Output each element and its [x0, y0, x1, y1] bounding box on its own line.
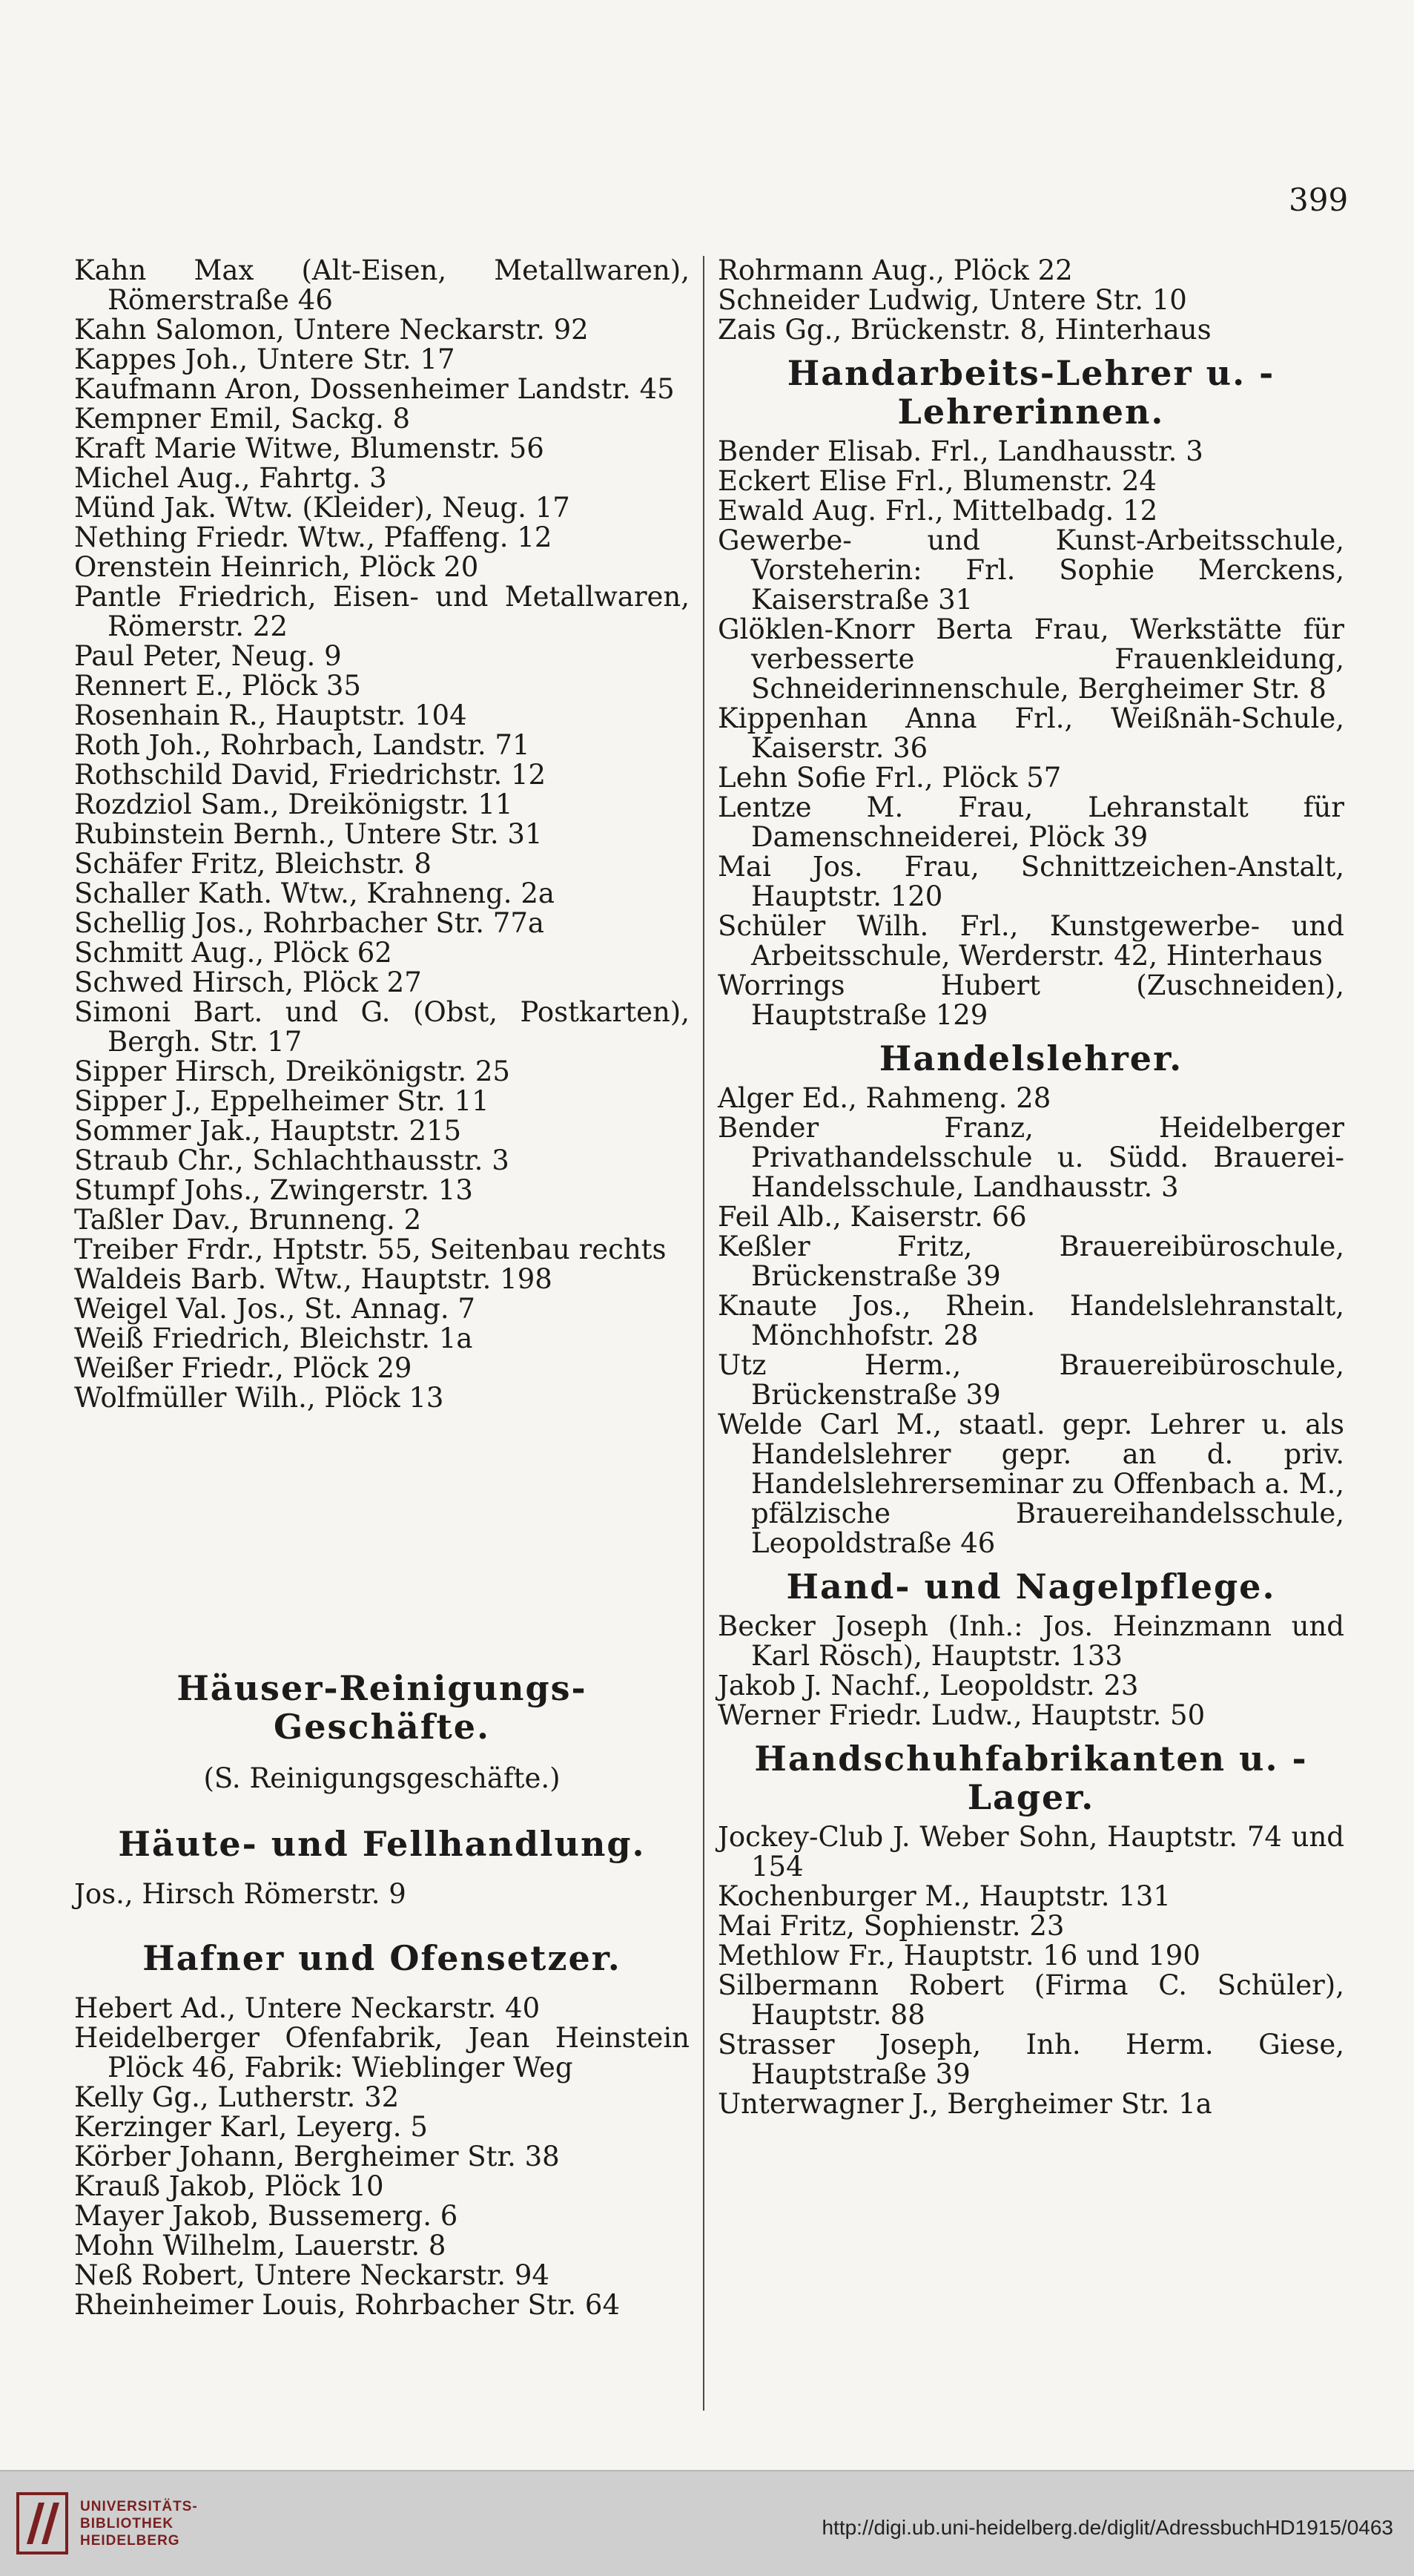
logo-line: UNIVERSITÄTS-	[80, 2499, 198, 2514]
directory-entry: Treiber Frdr., Hptstr. 55, Seitenbau rechts	[74, 1233, 667, 1265]
directory-entry: Kempner Emil, Sackg. 8	[74, 403, 411, 435]
directory-entry: Weiß Friedrich, Bleichstr. 1a	[74, 1322, 473, 1354]
directory-entry: Stumpf Johs., Zwingerstr. 13	[74, 1174, 473, 1206]
directory-entry: Werner Friedr. Ludw., Hauptstr. 50	[718, 1699, 1206, 1731]
directory-entry: Pantle Friedrich, Eisen- und Metallwaren, Römerstr. 22	[74, 581, 690, 642]
directory-entry: Schmitt Aug., Plöck 62	[74, 937, 392, 969]
left-entry-list	[74, 256, 690, 1413]
directory-entry: Schüler Wilh. Frl., Kunstgewerbe- und Arbeitsschule, Werderstr. 42, Hinterhaus	[718, 910, 1344, 972]
directory-entry: Neß Robert, Untere Neckarstr. 94	[74, 2259, 549, 2291]
right-entry-list	[718, 256, 1344, 345]
section-heading-handarbeit: Handarbeits-Lehrer u. -Lehrerinnen.	[787, 353, 1275, 432]
directory-entry: Straub Chr., Schlachthausstr. 3	[74, 1144, 509, 1176]
directory-entry: Schaller Kath. Wtw., Krahneng. 2a	[74, 877, 555, 909]
directory-entry: Kippenhan Anna Frl., Weißnäh-Schule, Kaiserstr. 36	[718, 702, 1344, 764]
directory-entry: Jos., Hirsch Römerstr. 9	[74, 1878, 406, 1910]
page-number: 399	[1289, 182, 1349, 218]
directory-entry: Wolfmüller Wilh., Plöck 13	[74, 1382, 444, 1414]
library-logo-icon	[16, 2492, 68, 2554]
section-heading-haeute: Häute- und Fellhandlung.	[118, 1824, 646, 1864]
directory-entry: Eckert Elise Frl., Blumenstr. 24	[718, 465, 1157, 497]
logo-line: HEIDELBERG	[80, 2533, 180, 2549]
right-column	[718, 256, 1344, 2119]
directory-entry: Schwed Hirsch, Plöck 27	[74, 966, 422, 998]
directory-entry: Kochenburger M., Hauptstr. 131	[718, 1880, 1171, 1912]
directory-entry: Welde Carl M., staatl. gepr. Lehrer u. als Handelslehrer gepr. an d. priv. Handelslehrerseminar zu Offenbach a. M., pfälzische Brauereihandelsschule, Leopoldstraße 46	[718, 1409, 1344, 1559]
directory-entry: Feil Alb., Kaiserstr. 66	[718, 1201, 1027, 1233]
hand-nagel-entry-list	[718, 1612, 1344, 1730]
directory-entry: Kraft Marie Witwe, Blumenstr. 56	[74, 432, 544, 464]
directory-entry: Ewald Aug. Frl., Mittelbadg. 12	[718, 495, 1158, 527]
directory-entry: Keßler Fritz, Brauereibüroschule, Brückenstraße 39	[718, 1231, 1344, 1292]
directory-entry: Mayer Jakob, Bussemerg. 6	[74, 2200, 458, 2232]
directory-entry: Silbermann Robert (Firma C. Schüler), Hauptstr. 88	[718, 1969, 1344, 2031]
handarbeit-entry-list	[718, 437, 1344, 1030]
directory-entry: Rubinstein Bernh., Untere Str. 31	[74, 818, 543, 850]
directory-entry: Krauß Jakob, Plöck 10	[74, 2170, 384, 2202]
directory-entry: Sommer Jak., Hauptstr. 215	[74, 1115, 462, 1147]
directory-entry: Roth Joh., Rohrbach, Landstr. 71	[74, 729, 530, 761]
logo-line: BIBLIOTHEK	[80, 2516, 174, 2531]
directory-entry: Körber Johann, Bergheimer Str. 38	[74, 2141, 560, 2173]
directory-entry: Rennert E., Plöck 35	[74, 670, 361, 702]
directory-entry: Methlow Fr., Hauptstr. 16 und 190	[718, 1940, 1200, 1971]
directory-entry: Kerzinger Karl, Leyerg. 5	[74, 2111, 428, 2143]
left-sections	[74, 1669, 690, 2320]
directory-entry: Knaute Jos., Rhein. Handelslehranstalt, Mönchhofstr. 28	[718, 1290, 1344, 1351]
section-heading-haeuser: Häuser-Reinigungs-Geschäfte.	[176, 1668, 587, 1747]
directory-entry: Rheinheimer Louis, Rohrbacher Str. 64	[74, 2289, 620, 2321]
hafner-entry-list	[74, 1994, 690, 2320]
directory-entry: Alger Ed., Rahmeng. 28	[718, 1082, 1051, 1114]
directory-entry: Kahn Max (Alt-Eisen, Metallwaren), Römerstraße 46	[74, 254, 690, 316]
directory-entry: Strasser Joseph, Inh. Herm. Giese, Hauptstraße 39	[718, 2029, 1344, 2090]
directory-entry: Sipper J., Eppelheimer Str. 11	[74, 1085, 489, 1117]
directory-entry: Lehn Sofie Frl., Plöck 57	[718, 762, 1062, 794]
directory-entry: Schneider Ludwig, Untere Str. 10	[718, 284, 1187, 316]
section-heading-hafner: Hafner und Ofensetzer.	[142, 1938, 621, 1978]
directory-entry: Weigel Val. Jos., St. Annag. 7	[74, 1293, 475, 1325]
directory-entry: Paul Peter, Neug. 9	[74, 640, 342, 672]
directory-entry: Kaufmann Aron, Dossenheimer Landstr. 45	[74, 373, 675, 405]
directory-entry: Münd Jak. Wtw. (Kleider), Neug. 17	[74, 492, 570, 524]
directory-entry: Kelly Gg., Lutherstr. 32	[74, 2081, 400, 2113]
directory-entry: Rothschild David, Friedrichstr. 12	[74, 759, 546, 791]
source-url-link[interactable]: http://digi.ub.uni-heidelberg.de/diglit/AdressbuchHD1915/0463	[822, 2516, 1393, 2539]
directory-entry: Unterwagner J., Bergheimer Str. 1a	[718, 2088, 1212, 2120]
directory-entry: Mohn Wilhelm, Lauerstr. 8	[74, 2230, 446, 2262]
directory-entry: Mai Fritz, Sophienstr. 23	[718, 1910, 1065, 1942]
section-heading-handelslehrer: Handelslehrer.	[879, 1038, 1183, 1078]
library-logo-text	[80, 2498, 198, 2549]
directory-entry: Worrings Hubert (Zuschneiden), Hauptstraße 129	[718, 969, 1344, 1031]
haeute-entry-list	[74, 1880, 690, 1909]
directory-entry: Kahn Salomon, Untere Neckarstr. 92	[74, 314, 589, 346]
directory-entry: Rohrmann Aug., Plöck 22	[718, 254, 1073, 286]
directory-entry: Bender Elisab. Frl., Landhausstr. 3	[718, 435, 1203, 467]
directory-entry: Rozdziol Sam., Dreikönigstr. 11	[74, 788, 513, 820]
directory-entry: Glöklen-Knorr Berta Frau, Werkstätte für verbesserte Frauenkleidung, Schneiderinnenschule, Bergheimer Str. 8	[718, 613, 1344, 705]
directory-entry: Waldeis Barb. Wtw., Hauptstr. 198	[74, 1263, 552, 1295]
directory-entry: Jockey-Club J. Weber Sohn, Hauptstr. 74 und 154	[718, 1821, 1344, 1882]
directory-entry: Lentze M. Frau, Lehranstalt für Damenschneiderei, Plöck 39	[718, 791, 1344, 853]
directory-entry: Becker Joseph (Inh.: Jos. Heinzmann und Karl Rösch), Hauptstr. 133	[718, 1610, 1344, 1672]
directory-entry: Heidelberger Ofenfabrik, Jean Heinstein Plöck 46, Fabrik: Wieblinger Weg	[74, 2022, 690, 2083]
directory-entry: Jakob J. Nachf., Leopoldstr. 23	[718, 1670, 1139, 1702]
directory-entry: Schäfer Fritz, Bleichstr. 8	[74, 848, 432, 880]
section-heading-hand-nagel: Hand- und Nagelpflege.	[786, 1567, 1276, 1607]
directory-entry: Orenstein Heinrich, Plöck 20	[74, 551, 479, 583]
directory-entry: Taßler Dav., Brunneng. 2	[74, 1204, 422, 1236]
handschuh-entry-list	[718, 1822, 1344, 2119]
column-divider	[703, 256, 704, 2411]
handelslehrer-entry-list	[718, 1084, 1344, 1558]
left-column	[74, 256, 690, 1413]
directory-entry: Weißer Friedr., Plöck 29	[74, 1352, 412, 1384]
directory-entry: Bender Franz, Heidelberger Privathandelsschule u. Südd. Brauerei-Handelsschule, Landhausstr. 3	[718, 1112, 1344, 1203]
viewer-footer	[0, 2470, 1414, 2576]
directory-entry: Gewerbe- und Kunst-Arbeitsschule, Vorsteherin: Frl. Sophie Merckens, Kaiserstraße 31	[718, 524, 1344, 616]
directory-entry: Schellig Jos., Rohrbacher Str. 77a	[74, 907, 544, 939]
directory-entry: Hebert Ad., Untere Neckarstr. 40	[74, 1992, 541, 2024]
directory-entry: Sipper Hirsch, Dreikönigstr. 25	[74, 1055, 510, 1087]
directory-entry: Zais Gg., Brückenstr. 8, Hinterhaus	[718, 314, 1212, 346]
directory-entry: Nething Friedr. Wtw., Pfaffeng. 12	[74, 521, 552, 553]
directory-entry: Utz Herm., Brauereibüroschule, Brückenstraße 39	[718, 1349, 1344, 1411]
directory-entry: Mai Jos. Frau, Schnittzeichen-Anstalt, Hauptstr. 120	[718, 851, 1344, 912]
directory-entry: Rosenhain R., Hauptstr. 104	[74, 699, 467, 731]
directory-entry: Kappes Joh., Untere Str. 17	[74, 343, 455, 375]
directory-entry: Simoni Bart. und G. (Obst, Postkarten), Bergh. Str. 17	[74, 996, 690, 1058]
section-heading-handschuh: Handschuhfabrikanten u. -Lager.	[754, 1739, 1308, 1817]
section-note-haeuser: (S. Reinigungsgeschäfte.)	[203, 1762, 561, 1794]
directory-entry: Michel Aug., Fahrtg. 3	[74, 462, 387, 494]
